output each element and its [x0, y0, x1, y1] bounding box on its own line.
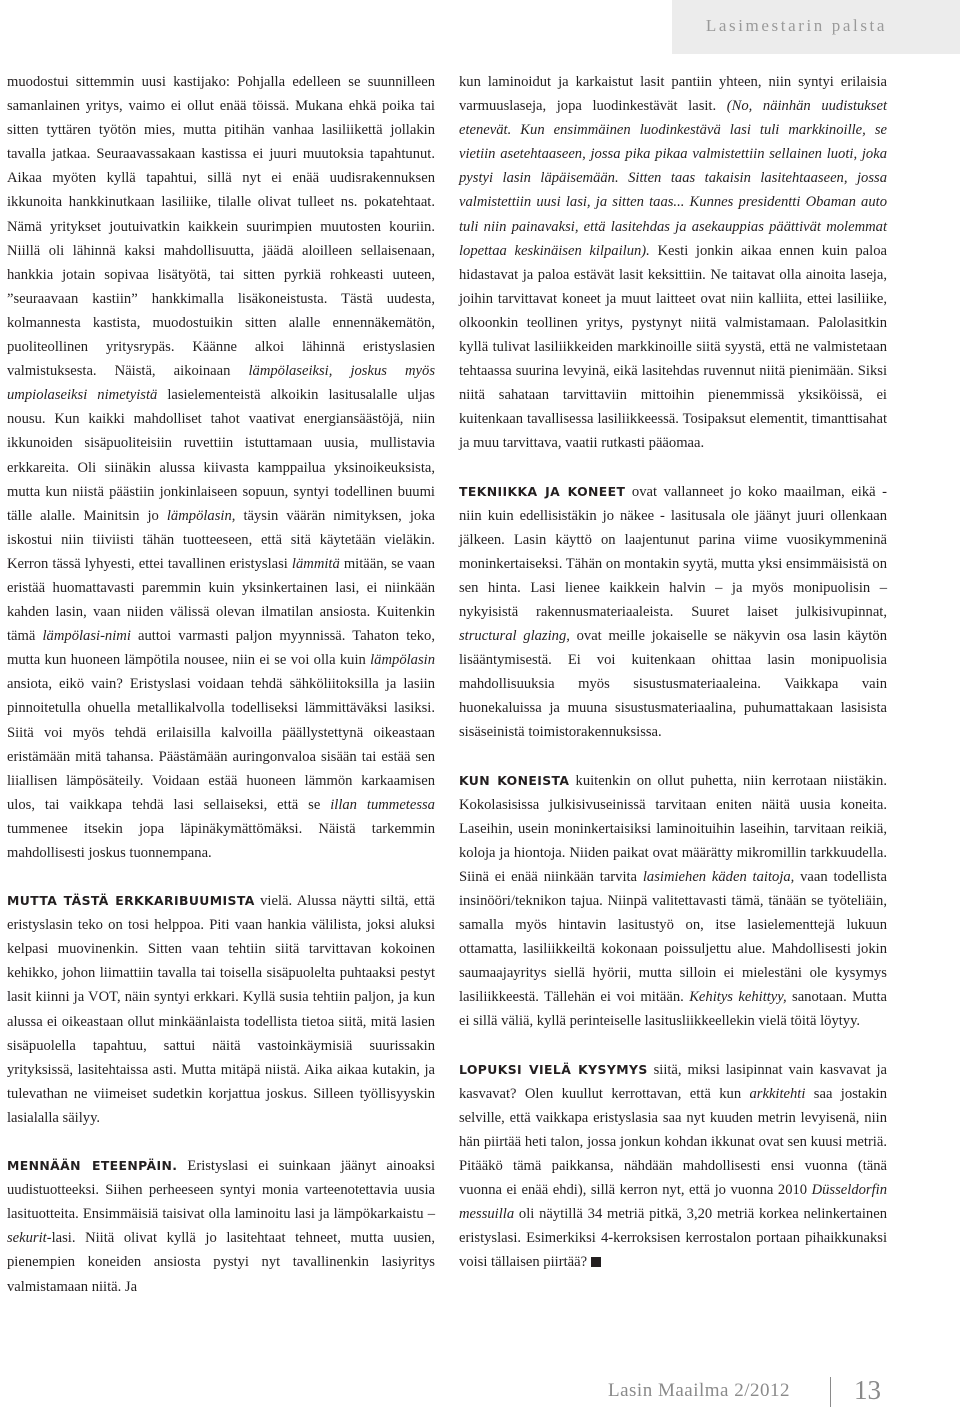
- text-run: sanotaan. Mutta ei sillä väliä, kyllä perinteiselle lasitusliikkeellekin vielä töitä löytyy.: [459, 989, 887, 1030]
- italic-run: lämmitä: [291, 555, 340, 572]
- italic-run: illan tummetessa: [330, 796, 435, 813]
- paragraph: [459, 480, 887, 745]
- italic-run: Düsseldorfin messuilla: [459, 1182, 887, 1223]
- left-column: [7, 70, 435, 1299]
- italic-run: Kehitys kehittyy,: [689, 989, 787, 1006]
- text-run: Eristyslasi ei suinkaan jäänyt ainoaksi uudistuotteeksi. Siihen perheeseen syntyi monia varteenotettavia uusia lasituotteita. Ensimmäisiä taisivat olla laminoitu lasi ja lämpökarkaistu –: [7, 1158, 436, 1223]
- text-run: täysin väärän nimityksen, joka iskostui niin tiiviisti tähän tuotteeseen, että sitä käytetään vieläkin. Kerron tässä lyhyesti, ettei tavallinen eristyslasi: [7, 507, 435, 572]
- black-square-icon: [591, 1257, 601, 1267]
- text-run: siitä, miksi lasipinnat vain kasvavat ja kasvavat? Olen kuullut kerrottavan, että kun: [459, 1061, 887, 1102]
- text-run: kuitenkin on ollut puhetta, niin kerrotaan niistäkin. Kokolasisissa julkisivuseinissä tarvitaan eniten näitä uusia koneita. Laseihin, usein moninkertaisiksi laminoituihin laseihin, tarvitaan reikiä, koloja ja hiontoja. Niiden paikat ovat määrätty mikromillin tarkkuudella. Siinä ei enää niinkään tarvita: [459, 772, 887, 885]
- italic-run: lämpölasin,: [166, 507, 236, 524]
- text-run: ansiota, eikö vain? Eristyslasi voidaan tehdä sähköliitoksilla ja lasiin pinnoitetulla ohuella metallikalvolla todelliseksi lämmittäväksi lasiksi. Siitä voi myös tehdä erilaisilla kalvoilla päällystettynä oikeastaan eristämään mitä tahansa. Päästämään auringonvaloa sisään tai estää sen liiallisen lämpösäteily. Voidaan estää huoneen lämmön karkaamisen ulos, tai vaikkapa tehdä lasi sellaiseksi, että se: [7, 676, 435, 813]
- text-run: vielä. Alussa näytti siltä, että eristyslasin teko on tosi helppoa. Piti vaan hankia välilista, joksi aluksi kelpasi muovinenkin. Sitten vaan tehtiin siitä tarvittavan kokoinen kehikko, johon liimattiin tavalla tai toisella sisäpuolelta puhtaaksi pestyt lasit kiinni ja VOT, näin syntyi erkkari. Kyllä susia tehtiin paljon, ja kun alussa ei oikeastaan ollut minkäänlaista todellista tietoa siitä, mitä lasien sisäpuolella tapahtuu, sattui näitä vastoinkäymisiä suurissakin yrityksissä, lasitehtaissa asti. Mutta mitäpä niistä. Aika aikaa kutakin, ja tulevathan ne viimeiset sudetkin korjattua joskus. Silleen työllisyyskin lasialalla säilyy.: [7, 893, 435, 1126]
- text-run: ovat meille jokaiselle se näkyvin osa lasin käytön lisääntymisestä. Ei voi kuitenkaan ohittaa lasin monipuolisia mahdollisuuksia myös sisustusmateriaaleina. Vaikkapa vain huonekaluissa ja muuna sisustusmateriaalina, puhumattakaan lasisista sisäseinistä toimistorakennuksissa.: [459, 628, 887, 741]
- text-run: kun laminoidut ja karkaistut lasit pantiin yhteen, niin syntyi erilaisia varmuuslaseja, jopa luodinkestävät lasit.: [459, 74, 887, 115]
- italic-run: lasimiehen käden taitoja,: [642, 868, 795, 885]
- paragraph: [459, 769, 887, 1034]
- text-run: vaan todellista insinööri/teknikon tajua. Niinpä valitettavasti tämä, tänään se työteliäin, samalla myös hintavin lasitustyö on, itse lasielementtejä lukuun ottamatta, lasiliikkeiltä kokonaan poissuljettu alue. Mahdollisesti jokin saumaajayritys siellä hyörii, mutta silloin ei mielestäni ole kysymys lasiliikkeestä. Tällehän ei voi mitään.: [459, 868, 888, 1006]
- text-run: Kesti jonkin aikaa ennen kuin paloa hidastavat ja paloa estävät lasit keksittiin. Ne taitavat olla ainoita laseja, joihin tarvittavat koneet ja muut laitteet ovat niin kalliita, ettei lasiliike, olkoonkin teollinen yritys, pystynyt niitä valmistamaan. Palolasitkin kyllä tulivat lasiliikkeiden markkinoille siitä syystä, että ne valmistetaan tehtaassa suurina levyinä, eikä lasitehdas ruvennut niitä pienimään. Siksi niitä sahataan tarvittaviin mittoihin pienemmissä yksiköissä, ei kuitenkaan tavallisessa lasiliikkeessä. Tosipaksut elementit, timanttisahat ja muu tarvittava, vaatii rutkasti pääomaa.: [459, 242, 887, 452]
- section-title: Lasimestarin palsta: [705, 16, 887, 35]
- paragraph-lead-in: MENNÄÄN ETEENPÄIN.: [7, 1158, 178, 1174]
- italic-run: arkkitehti: [749, 1085, 806, 1102]
- text-run: tummenee itsekin jopa läpinäkymättömäksi. Näistä tarkemmin mahdollisesti joskus tuonnempana.: [7, 820, 435, 861]
- text-run: -lasi. Niitä olivat kyllä jo lasitehtaat tehneet, mutta uusien, pienempien koneiden ansiosta pystyi nyt tavallinenkin lasiyritys valmistamaan niitä. Ja: [7, 1230, 435, 1295]
- text-run: oli näytillä 34 metriä pitkä, 3,20 metriä korkea nelinkertainen eristyslasi. Esimerkiksi 4-kerroksisen kerrostalon portaan pihaikkunaksi voisi tällaisen piirtää?: [459, 1206, 887, 1271]
- italic-run: structural glazing,: [459, 628, 570, 645]
- header-band: [672, 0, 960, 54]
- paragraph-lead-in: LOPUKSI VIELÄ KYSYMYS: [459, 1061, 648, 1077]
- italic-run: (No, näinhän uudistukset etenevät. Kun ensimmäinen luodinkestävä lasi tuli markkinoille, se vietiin asetehtaaseen, jossa pika pikaa valmistettiin sellainen luoti, joka pystyi lasin läpäisemään. Sitten taas takaisin lasitehtaaseen, jossa valmistettiin uusi lasi, ja sitten taas... Kunnes presidentti Obaman auto tuli niin painavaksi, että lasitehdas ja asekauppias päättivät molemmat lopettaa keskinäisen kilpailun).: [459, 98, 887, 259]
- footer-divider: [830, 1377, 831, 1407]
- paragraph: [459, 1058, 887, 1275]
- paragraph: [459, 70, 887, 456]
- paragraph: [7, 70, 435, 865]
- magazine-issue: Lasin Maailma 2/2012: [608, 1380, 791, 1401]
- paragraph-lead-in: TEKNIIKKA JA KONEET: [459, 483, 626, 499]
- paragraph-lead-in: KUN KONEISTA: [459, 772, 570, 788]
- right-column: [459, 70, 887, 1274]
- text-run: lasielementeistä alkoikin lasitusalalle uljas nousu. Kun kaikki mahdolliset tahot vaativat energiansäästöjä, niin ikkunoiden sisäpuoliteisiin ruvettiin istuttamaan uusia, mullistavia erkkareita. Oli siinäkin alussa kiivasta kamppailua yksinoikeuksista, mutta kun niistä päästiin jonkinlaiseen sopuun, syntyi todellinen buumi tälle alalle. Mainitsin jo: [7, 387, 435, 524]
- page-number: 13: [854, 1375, 881, 1405]
- paragraph: [7, 889, 435, 1130]
- italic-run: sekurit: [7, 1230, 47, 1247]
- text-run: mitään, se vaan eristää huomattavasti paremmin kuin yksinkertainen lasi, ei niinkään kahden lasin, vaan niiden välissä olevan ilmatilan ansiosta. Kuitenkin tämä: [7, 555, 435, 645]
- italic-run: lämpölasi-nimi: [42, 628, 131, 645]
- italic-run: lämpölaseiksi, joskus myös umpiolaseiksi nimetyistä: [7, 363, 435, 404]
- paragraph-lead-in: MUTTA TÄSTÄ ERKKARIBUUMISTA: [7, 893, 255, 909]
- text-run: ovat vallanneet jo koko maailman, eikä - niin kuin edellisistäkin jo näkee - lasitusala ole jäänyt juuri ollenkaan jälkeen. Lasin käyttö on laajentunut parina viime vuosikymmeninä moninkertaiseksi. Tähän on montakin syytä, mutta yksi ensimmäisistä on sen hinta. Lasi lienee kaikkein halvin – ja myös monipuolisin – nykyisistä rakennusmateriaaleista. Suuret laiset julkisivupinnat,: [459, 483, 888, 620]
- paragraph: [7, 1154, 435, 1299]
- text-run: muodostui sittemmin uusi kastijako: Pohjalla edelleen se suunnilleen samanlainen yritys, vaimo ei ollut enää töissä. Mukana ehkä poika tai sitten tyttären työtön mies, mutta pitihän vanhaa lasiliikettä jollakin tavalla jatkaa. Seuraavassakaan kastissa ei juuri muutoksia tapahtunut. Aikaa myöten kyllä tapahtui, sillä nyt ei enää uudisrakennuksen ikkunoita hankkinutkaan lasiliike, tilalle olivat tulleet ns. pokatehtaat. Nämä yritykset joutuivatkin kaikkein suurimpien muutosten kouriin. Niillä oli lähinnä kaksi mahdollisuutta, jäädä aloilleen sellaisenaan, hankkia jotain sopivaa lisätyötä, tai sitten pyrkiä rohkeasti uuteen, ”seuraavaan kastiin” hankkimalla lisäkoneistusta. Tästä uudesta, kolmannesta kastista, muodostuikin sitten alalle ennennäkemätön, puoliteollinen yritysrypäs. Käänne alkoi lähinnä eristyslasien valmistuksesta. Näistä, aikoinaan: [7, 74, 435, 380]
- italic-run: lämpölasin: [370, 652, 435, 669]
- text-run: saa jostakin selville, että vaikkapa eristyslasia saa nyt kuuden metrin levyisenä, niin hän piirtää heti talon, jossa jonkun kohdan ikkunat ovat sen kuusi metriä. Pitääkö tämä paikkansa, nähdään mahdollisesti ensi vuonna (tänä vuonna ei enää ehdi), sillä kerron nyt, että jo vuonna 2010: [459, 1085, 887, 1199]
- text-run: auttoi varmasti paljon myynnissä. Tahaton teko, mutta kun huoneen lämpötila nousee, niin ei se voi olla kuin: [7, 628, 435, 669]
